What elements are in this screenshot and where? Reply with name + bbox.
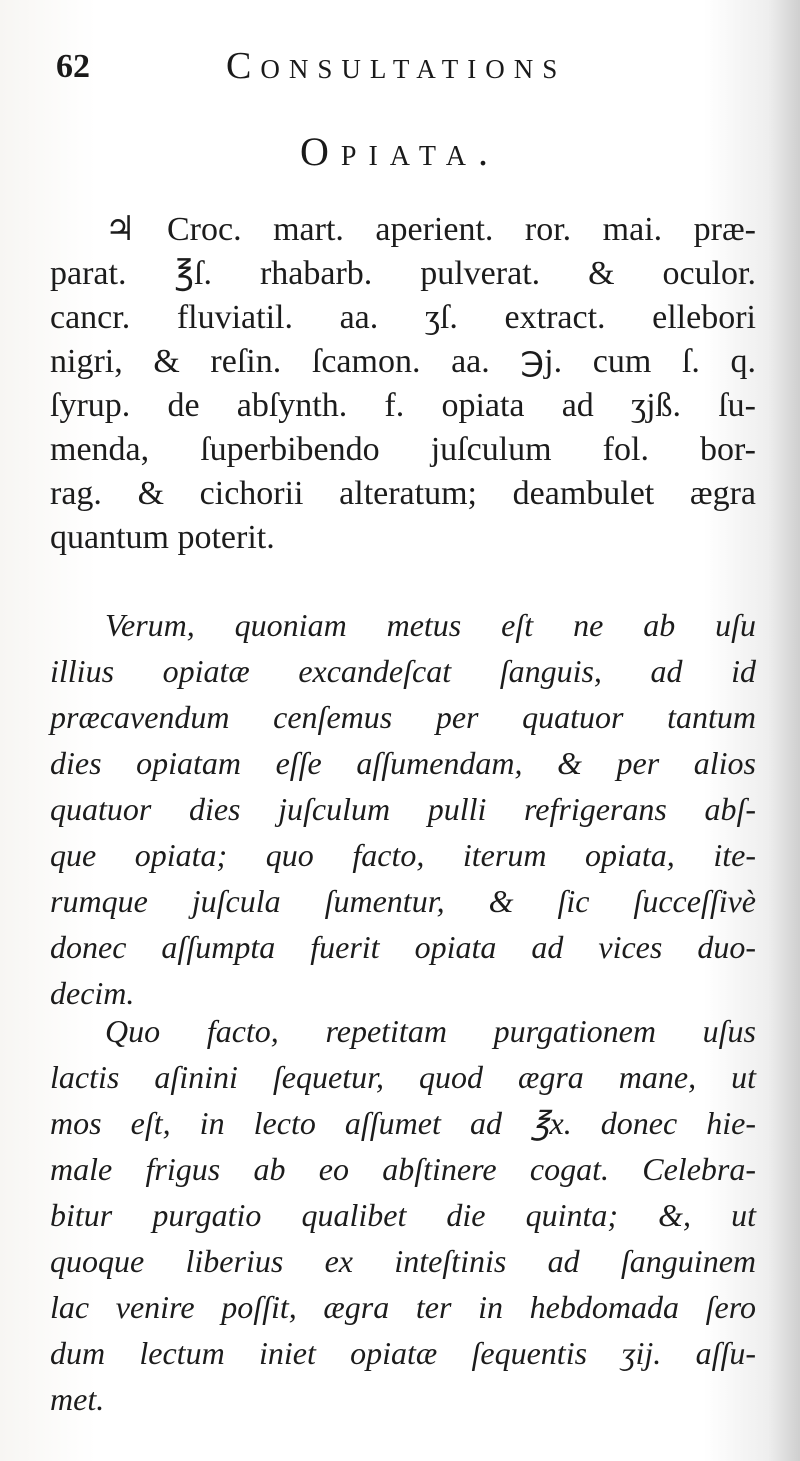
- paragraph-line: que opiata; quo facto, iterum opiata, ite-: [50, 837, 756, 873]
- recipe-line: quantum poterit.: [50, 519, 275, 556]
- paragraph-line: met.: [50, 1381, 105, 1417]
- recipe-line: rag. & cichorii alteratum; deambulet ægra: [50, 475, 756, 512]
- recipe-line: cancr. fluviatil. aa. ʒſ. extract. ellebori: [50, 299, 756, 336]
- running-head: [56, 44, 616, 94]
- page-number: 62: [56, 48, 90, 85]
- paragraph-line: decim.: [50, 975, 135, 1011]
- paragraph-line: male frigus ab eo abſtinere cogat. Celebra-: [50, 1151, 756, 1187]
- running-title: Consultations: [226, 45, 567, 87]
- recipe-line: nigri, & reſin. ſcamon. aa. ℈j. cum ſ. q.: [50, 343, 756, 380]
- recipe-line: ſyrup. de abſynth. f. opiata ad ʒjß. ſu-: [50, 387, 756, 424]
- recipe-line: parat. ℥ſ. rhabarb. pulverat. & oculor.: [50, 255, 756, 292]
- recipe-line: ♃ Croc. mart. aperient. ror. mai. præ-: [105, 211, 756, 248]
- paragraph-line: quoque liberius ex inteſtinis ad ſanguinem: [50, 1243, 756, 1279]
- italic-paragraph-verum: [50, 602, 756, 1016]
- paragraph-line: quatuor dies juſculum pulli refrigerans abſ-: [50, 791, 756, 827]
- paragraph-line: dies opiatam eſſe aſſumendam, & per alios: [50, 745, 756, 781]
- paragraph-line: lac venire poſſit, ægra ter in hebdomada ſero: [50, 1289, 756, 1325]
- paragraph-line: mos eſt, in lecto aſſumet ad ℥x. donec hie-: [50, 1105, 756, 1141]
- paragraph-line: dum lectum iniet opiatæ ſequentis ʒij. aſſu-: [50, 1335, 756, 1371]
- recipe-line: menda, ſuperbibendo juſculum fol. bor-: [50, 431, 756, 468]
- paragraph-line: donec aſſumpta fuerit opiata ad vices duo-: [50, 929, 756, 965]
- recipe-paragraph: [50, 208, 756, 560]
- section-title: Opiata.: [300, 129, 500, 174]
- paragraph-line: Verum, quoniam metus eſt ne ab uſu: [105, 607, 756, 643]
- paragraph-line: Quo facto, repetitam purgationem uſus: [105, 1013, 756, 1049]
- paragraph-line: lactis aſinini ſequetur, quod ægra mane, ut: [50, 1059, 756, 1095]
- paragraph-line: rumque juſcula ſumentur, & ſic ſucceſſivè: [50, 883, 756, 919]
- paragraph-line: illius opiatæ excandeſcat ſanguis, ad id: [50, 653, 756, 689]
- italic-paragraph-quo-facto: [50, 1008, 756, 1422]
- paragraph-line: præcavendum cenſemus per quatuor tantum: [50, 699, 756, 735]
- paragraph-line: bitur purgatio qualibet die quinta; &, ut: [50, 1197, 756, 1233]
